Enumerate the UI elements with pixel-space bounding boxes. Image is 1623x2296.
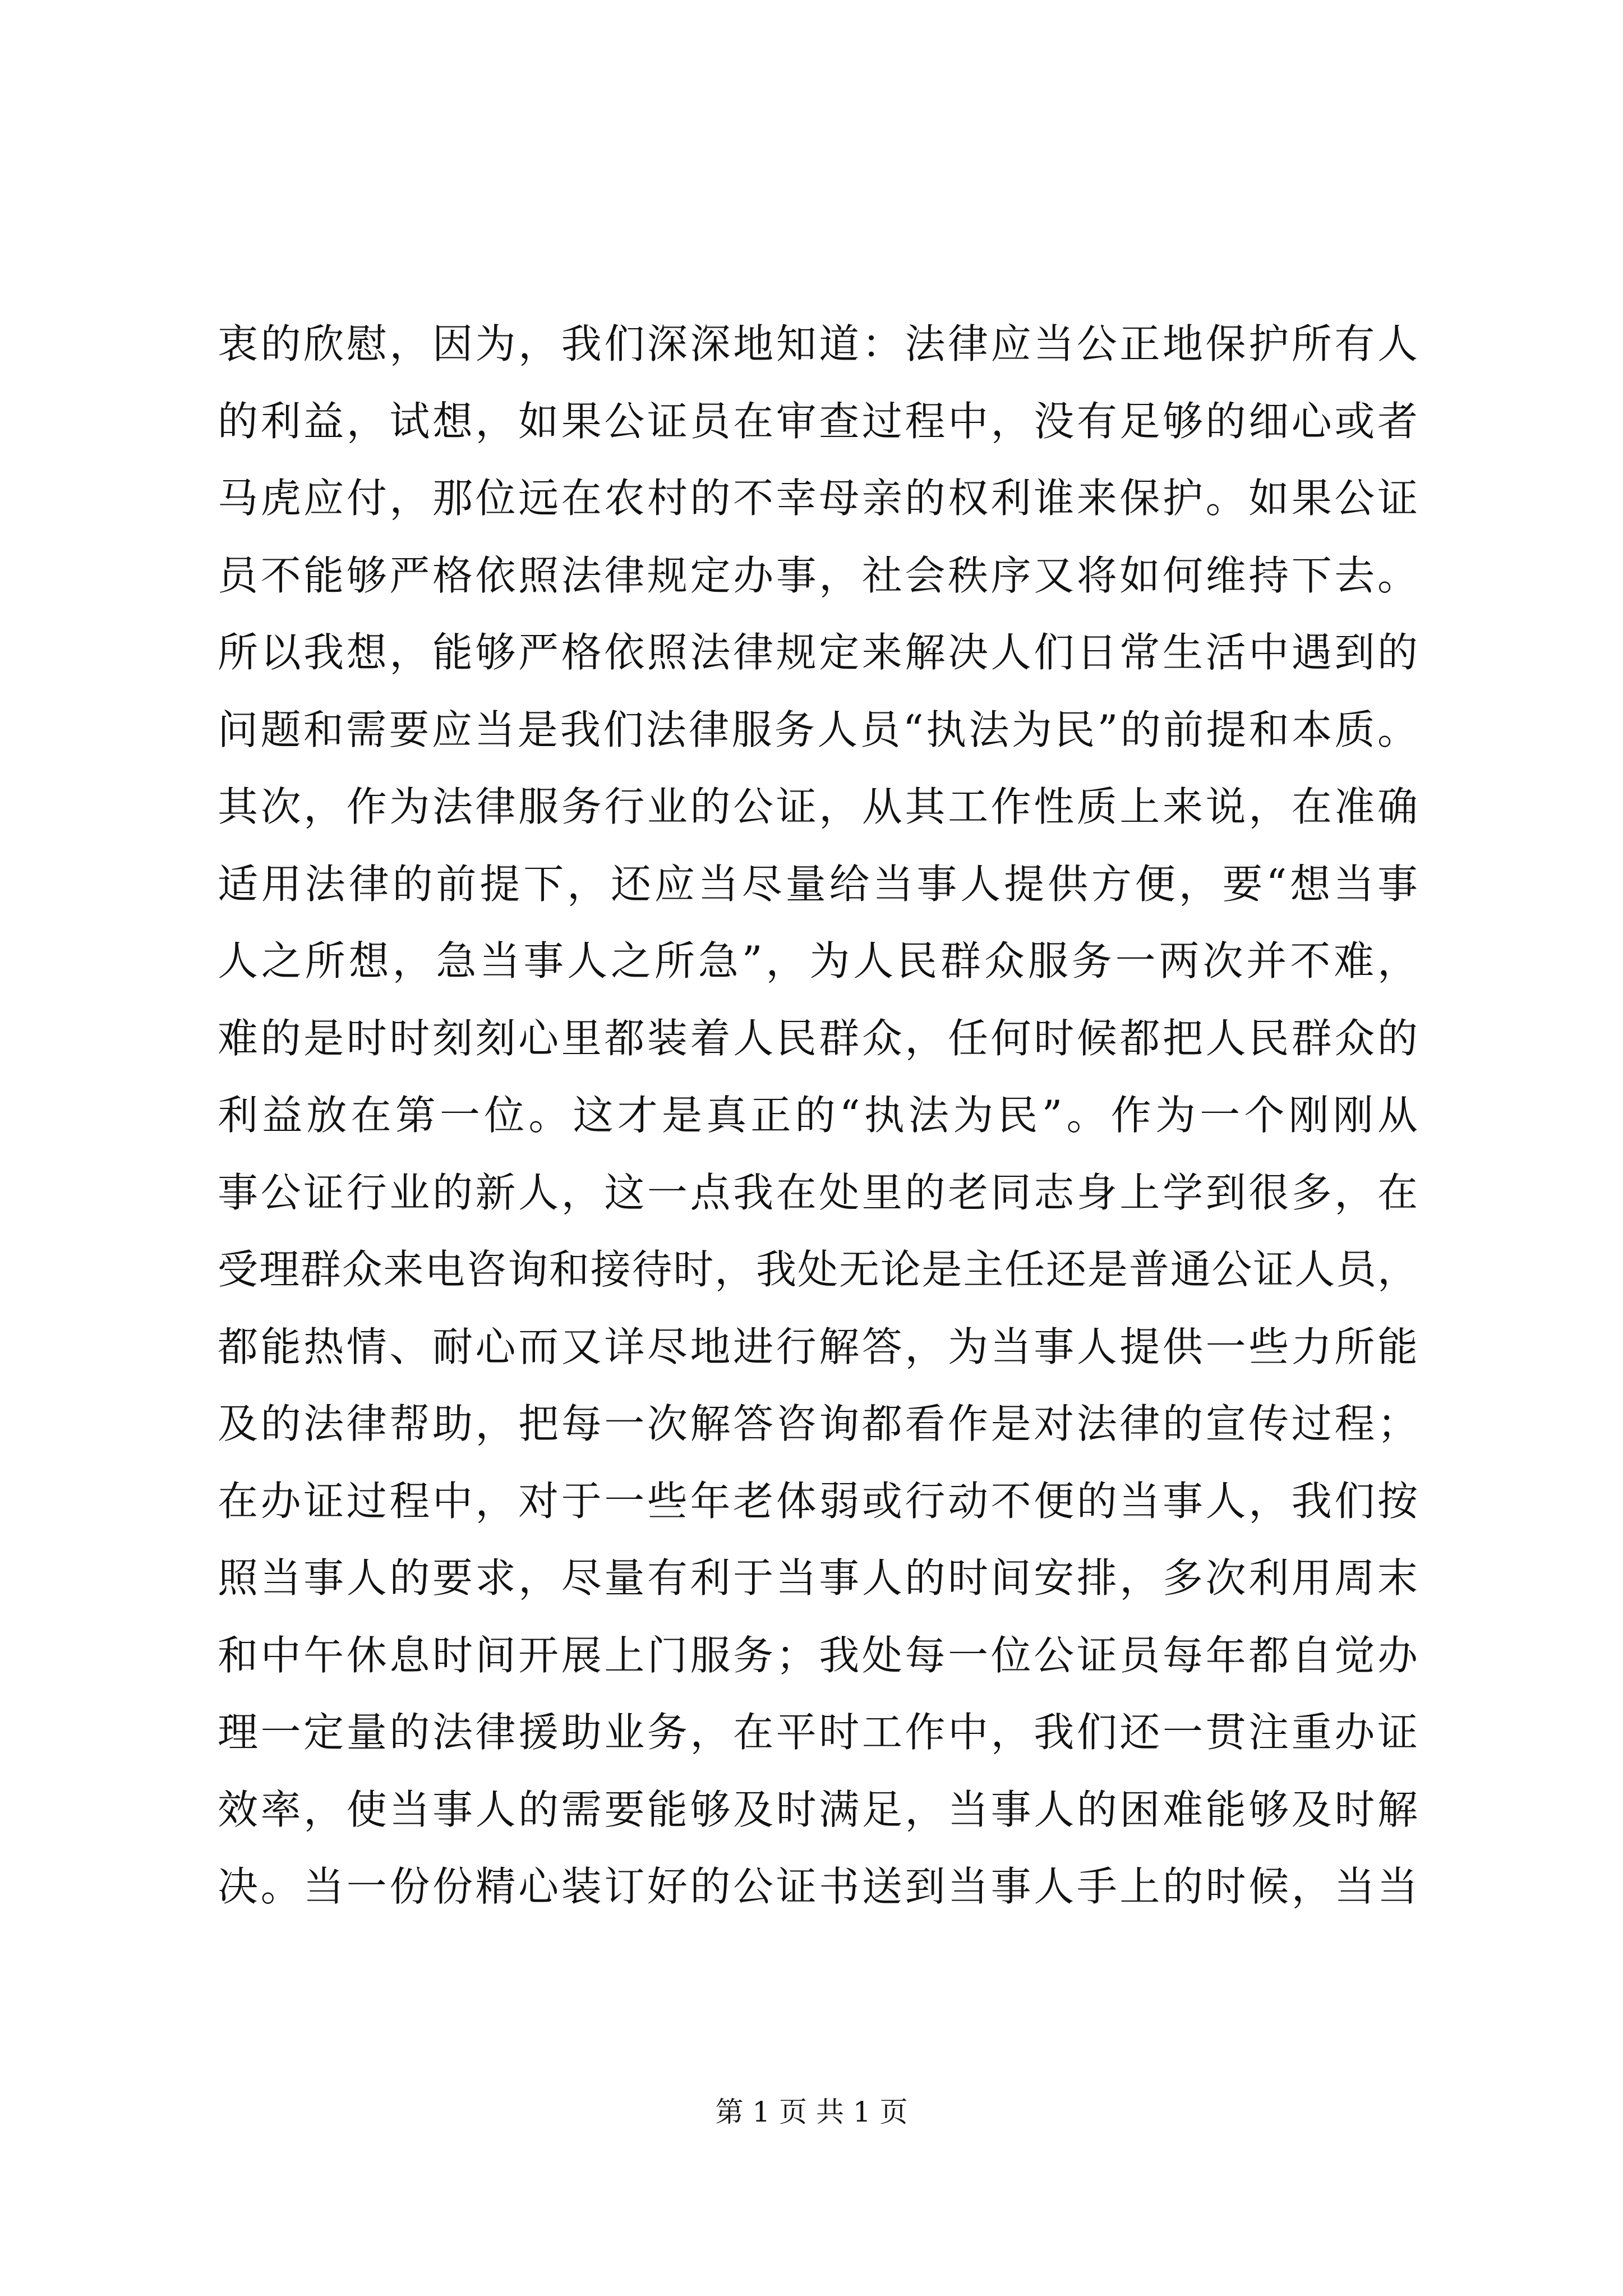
body-text — [218, 306, 1418, 1926]
text-line: 决。当一份份精心装订好的公证书送到当事人手上的时候，当当 — [218, 1863, 1418, 1910]
text-line: 及的法律帮助，把每一次解答咨询都看作是对法律的宣传过程； — [218, 1400, 1418, 1447]
text-line: 员不能够严格依照法律规定办事，社会秩序又将如何维持下去。 — [218, 551, 1418, 599]
text-line: 都能热情、耐心而又详尽地进行解答，为当事人提供一些力所能 — [218, 1323, 1418, 1370]
text-line: 其次，作为法律服务行业的公证，从其工作性质上来说，在准确 — [218, 783, 1418, 830]
text-line: 人之所想，急当事人之所急”，为人民群众服务一两次并不难， — [218, 937, 1418, 984]
text-line: 效率，使当事人的需要能够及时满足，当事人的困难能够及时解 — [218, 1786, 1418, 1833]
text-line: 所以我想，能够严格依照法律规定来解决人们日常生活中遇到的 — [218, 629, 1418, 676]
page-footer: 第 1 页 共 1 页 — [715, 2096, 908, 2128]
text-line: 事公证行业的新人，这一点我在处里的老同志身上学到很多，在 — [218, 1168, 1418, 1216]
text-line: 难的是时时刻刻心里都装着人民群众，任何时候都把人民群众的 — [218, 1014, 1418, 1062]
text-line: 问题和需要应当是我们法律服务人员“执法为民”的前提和本质。 — [218, 706, 1418, 753]
text-line: 理一定量的法律援助业务，在平时工作中，我们还一贯注重办证 — [218, 1709, 1418, 1756]
text-line: 适用法律的前提下，还应当尽量给当事人提供方便，要“想当事 — [218, 860, 1418, 908]
text-line: 受理群众来电咨询和接待时，我处无论是主任还是普通公证人员， — [218, 1246, 1418, 1293]
text-line: 照当事人的要求，尽量有利于当事人的时间安排，多次利用周末 — [218, 1554, 1418, 1602]
text-line: 利益放在第一位。这才是真正的“执法为民”。作为一个刚刚从 — [218, 1092, 1418, 1139]
text-line: 的利益，试想，如果公证员在审查过程中，没有足够的细心或者 — [218, 397, 1418, 445]
text-line: 和中午休息时间开展上门服务；我处每一位公证员每年都自觉办 — [218, 1631, 1418, 1679]
text-line: 马虎应付，那位远在农村的不幸母亲的权利谁来保护。如果公证 — [218, 475, 1418, 522]
text-line: 衷的欣慰，因为，我们深深地知道：法律应当公正地保护所有人 — [218, 320, 1418, 367]
text-line: 在办证过程中，对于一些年老体弱或行动不便的当事人，我们按 — [218, 1477, 1418, 1525]
